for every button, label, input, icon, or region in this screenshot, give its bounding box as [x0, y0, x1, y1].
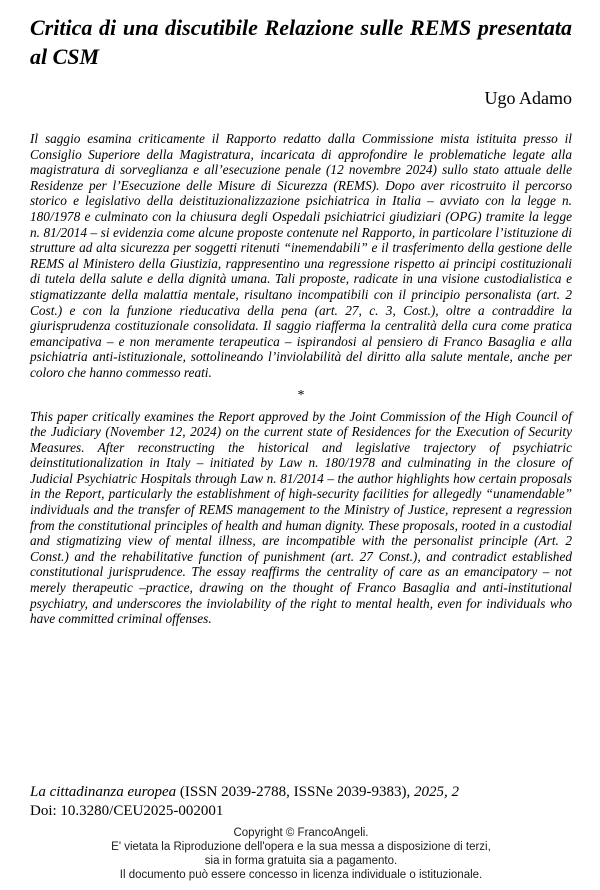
journal-issue: 2025, 2	[414, 784, 460, 800]
journal-citation	[30, 783, 572, 802]
journal-name: La cittadinanza europea	[30, 784, 177, 800]
abstract-italian: Il saggio esamina criticamente il Rapporto redatto dalla Commissione mista istituita presso il Consiglio Superiore della Magistratura, incaricata di approfondire le problematiche legate alla magistratura di sorveglianza e all’esecuzione penale (12 novembre 2024) sullo stato attuale delle Residenze per l’Esecuzione delle Misure di Sicurezza (REMS). Dopo aver ricostruito il percorso storico e legislativo della deistituzionalizzazione psichiatrica in Italia – avviato con la legge n. 180/1978 e culminato con la chiusura degli Ospedali psichiatrici giudiziari (OPG) tramite la legge n. 81/2014 – si evidenzia come alcune proposte contenute nel Rapporto, in particolare l’istituzione di strutture ad alta sicurezza per soggetti ritenuti “inemendabili” e il trasferimento della gestione delle REMS al Ministero della Giustizia, rappresentino una regressione rispetto ai principi costituzionali di tutela della salute e della dignità umana. Tali proposte, radicate in una visione custodialistica e stigmatizzante della malattia mentale, risultano incompatibili con il principio personalista (art. 2 Cost.) e con la funzione rieducativa della pena (art. 27, c. 3, Cost.), oltre a contraddire la giurisprudenza costituzionale consolidata. Il saggio riafferma la centralità della cura come pratica emancipativa – e non meramente terapeutica – ispirandosi al pensiero di Franco Basaglia e alla psichiatria anti-istituzionale, sottolineando l’inviolabilità del diritto alla salute mentale, anche per coloro che hanno commesso reati.	[30, 131, 572, 380]
page-footer	[30, 783, 572, 882]
copyright-line: E' vietata la Riproduzione dell'opera e la sua messa a disposizione di terzi,	[111, 841, 491, 853]
doi: Doi: 10.3280/CEU2025-002001	[30, 803, 224, 819]
copyright-line: Copyright © FrancoAngeli.	[233, 827, 369, 839]
article-title: Critica di una discutibile Relazione sulle REMS presentata al CSM	[30, 15, 572, 69]
article-author: Ugo Adamo	[484, 88, 572, 108]
abstract-english: This paper critically examines the Report approved by the Joint Commission of the High Council of the Judiciary (November 12, 2024) on the current state of Residences for the Execution of Security Measures. After reconstructing the historical and legislative trajectory of psychiatric deinstitutionalization in Italy – initiated by Law n. 180/1978 and culminating in the closure of Judicial Psychiatric Hospitals through Law n. 81/2014 – the author highlights how certain proposals in the Report, particularly the establishment of high-security facilities for allegedly “unamendable” individuals and the transfer of REMS management to the Ministry of Justice, represent a regression from the constitutional principles of health and human dignity. These proposals, rooted in a custodial and stigmatizing view of mental illness, are incompatible with the personalist principle (Art. 2 Const.) and the rehabilitative function of punishment (art. 27 Const.), and contradict established constitutional jurisprudence. The essay reaffirms the centrality of care as an emancipatory – not merely therapeutic –practice, drawing on the thought of Franco Basaglia and anti-institutional psychiatry, and underscores the inviolability of the right to mental health, even for individuals who have committed criminal offenses.	[30, 408, 572, 627]
section-separator: *	[297, 387, 305, 403]
journal-issn: (ISSN 2039-2788, ISSNe 2039-9383),	[176, 784, 415, 800]
copyright-line: Il documento può essere concesso in licenza individuale o istituzionale.	[119, 869, 483, 881]
copyright-notice	[30, 826, 572, 882]
copyright-line: sia in forma gratuita sia a pagamento.	[204, 855, 398, 867]
